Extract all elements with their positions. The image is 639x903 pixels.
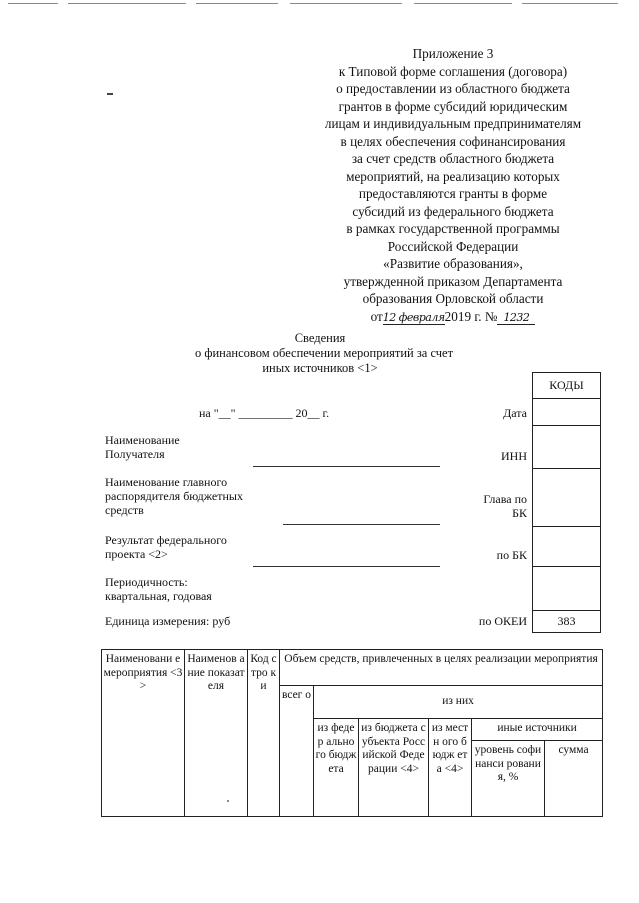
header-federal: из федер ально го бюдж ета: [314, 719, 359, 817]
unit-label: Единица измерения: руб: [105, 614, 231, 628]
annex-line: в рамках государственной программы: [346, 221, 560, 236]
periodicity-label: Периодичность: квартальная, годовая: [105, 575, 212, 603]
date-prefix: от: [370, 308, 383, 324]
top-edge-line: [8, 3, 58, 4]
header-other-group: [472, 719, 603, 817]
handwritten-date: 12 февраля: [382, 310, 445, 324]
top-edge-line: [196, 3, 278, 4]
date-code-label: Дата: [503, 406, 527, 420]
document-title: [195, 331, 454, 376]
scan-mark: [107, 93, 113, 95]
date-suffix: 2019 г. №: [444, 308, 498, 324]
header-volume: Объем средств, привлеченных в целях реализации мероприятия: [280, 650, 603, 686]
annex-line: утвержденной приказом Департамента: [343, 273, 563, 289]
header-indicator-name: Наименов ание показателя: [185, 650, 248, 817]
header-other-split: [472, 741, 602, 816]
financing-table: [101, 649, 603, 817]
recipient-field-line: [253, 466, 440, 467]
annex-line: лицам и индивидуальным предпринимателям: [324, 116, 582, 131]
top-edge-line: [522, 3, 618, 4]
header-other: иные источники: [472, 719, 602, 741]
annex-line: мероприятий, на реализацию которых: [346, 168, 560, 184]
okei-code-label: по ОКЕИ: [478, 614, 527, 628]
periodicity-code-cell[interactable]: [533, 567, 601, 611]
top-edge-line: [290, 3, 402, 4]
top-edge-line: [414, 3, 512, 4]
annex-line: Приложение 3: [412, 46, 494, 61]
annex-line: субсидий из федерального бюджета: [352, 203, 554, 219]
annex-block: [303, 45, 603, 326]
scan-speck: [227, 800, 229, 802]
inn-code-label: ИНН: [501, 449, 527, 463]
project-field-line: [253, 566, 440, 567]
annex-line: предоставляются гранты в форме: [358, 186, 548, 201]
annex-line: к Типовой форме соглашения (договора): [338, 63, 568, 79]
annex-line: Российской Федерации: [387, 238, 519, 254]
title-line: Сведения: [294, 331, 346, 345]
bk-code-cell[interactable]: [533, 527, 601, 567]
manager-field-line: [283, 524, 440, 525]
recipient-label: Наименование Получателя: [105, 433, 180, 461]
annex-line: за счет средств областного бюджета: [351, 151, 555, 166]
header-cofinancing-level: уровень софинанси рования, %: [472, 741, 545, 816]
codes-table: [532, 372, 601, 633]
annex-date-line: [303, 308, 603, 327]
chapter-code-label: Глава по БК: [483, 492, 527, 520]
header-row-code: Код стро ки: [248, 650, 280, 817]
title-line: о финансовом обеспечении мероприятий за счет: [195, 346, 454, 360]
top-edge-line: [68, 3, 186, 4]
title-line: иных источников <1>: [262, 361, 378, 375]
header-of-them: из них: [314, 686, 603, 719]
annex-line: о предоставлении из областного бюджета: [336, 81, 570, 96]
project-label: Результат федерального проекта <2>: [105, 533, 227, 561]
handwritten-number: 1232: [497, 311, 535, 325]
date-code-cell[interactable]: [533, 399, 601, 426]
inn-code-cell[interactable]: [533, 426, 601, 469]
annex-line: грантов в форме субсидий юридическим: [338, 98, 568, 114]
header-event-name: Наименовани е мероприятия <3>: [102, 650, 185, 817]
annex-line: образования Орловской области: [362, 291, 544, 306]
bk-code-label: по БК: [496, 548, 527, 562]
annex-line: в целях обеспечения софинансирования: [340, 133, 566, 149]
header-local: из местн ого бюдж ета <4>: [429, 719, 472, 817]
codes-header: КОДЫ: [533, 373, 601, 399]
chapter-code-cell[interactable]: [533, 469, 601, 527]
header-regional: из бюджета субъекта Российской Федерации <4>: [359, 719, 429, 817]
header-total: всег о: [280, 686, 314, 817]
header-sum: сумма: [558, 744, 589, 756]
okei-code-cell: 383: [533, 611, 601, 633]
manager-label: Наименование главного распорядителя бюджетных средств: [105, 475, 243, 517]
annex-line: «Развитие образования»,: [383, 256, 523, 271]
report-date-line: на "__" _________ 20__ г.: [199, 406, 330, 420]
